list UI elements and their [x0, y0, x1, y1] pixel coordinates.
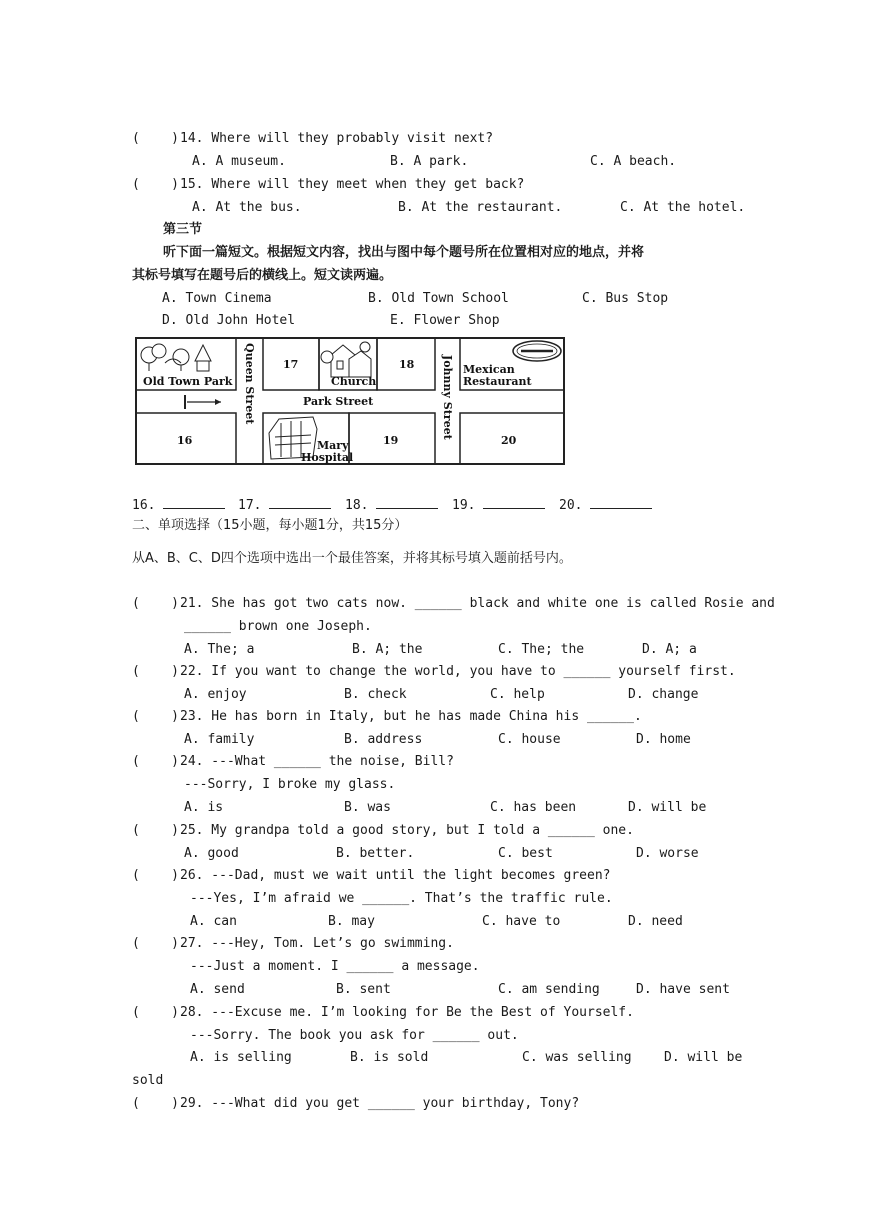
option-c: C. house	[498, 732, 561, 747]
blank-line[interactable]	[376, 496, 438, 509]
park-street-label: Park Street	[303, 395, 374, 408]
option-c: C. At the hotel.	[620, 200, 746, 215]
blank-line[interactable]	[163, 496, 225, 509]
place-option: C. Bus Stop	[582, 291, 669, 306]
option-d-wrap: sold	[132, 1073, 164, 1088]
blank-number: 18.	[345, 498, 369, 513]
option-b: B. may	[328, 914, 375, 929]
question-21-line1: 21. She has got two cats now. ______ black and white one is called Rosie and	[180, 596, 775, 611]
option-d: D. will be	[664, 1050, 743, 1065]
option-d: D. A; a	[642, 642, 697, 657]
option-d: D. home	[636, 732, 691, 747]
place-option: A. Town Cinema	[162, 291, 272, 306]
answer-blank-19[interactable]	[452, 496, 545, 514]
mary-label: Mary	[317, 439, 349, 452]
answer-paren: ( )	[132, 754, 179, 769]
old-town-park-label: Old Town Park	[143, 375, 233, 388]
place-option: B. Old Town School	[368, 291, 509, 306]
section-instruction-line2: 其标号填写在题号后的横线上。短文读两遍。	[132, 268, 393, 283]
option-a: A. can	[190, 914, 237, 929]
option-b: B. better.	[336, 846, 415, 861]
queen-street-label: Queen Street	[243, 343, 256, 425]
question-number: 14.	[180, 131, 204, 146]
map-number-20: 20	[501, 434, 517, 447]
question-22-line1: 22. If you want to change the world, you have to ______ yourself first.	[180, 664, 736, 679]
option-a: A. At the bus.	[192, 200, 302, 215]
blank-line[interactable]	[483, 496, 545, 509]
part-title: 二、单项选择（15小题，每小题1分，共15分）	[132, 518, 408, 533]
section-instruction-line1: 听下面一篇短文。根据短文内容，找出与图中每个题号所在位置相对应的地点，并将	[163, 245, 645, 260]
section-title: 第三节	[163, 222, 203, 237]
hospital-label: Hospital	[301, 451, 354, 464]
church-label: Church	[331, 375, 377, 388]
answer-paren: ( )	[132, 868, 179, 883]
question-stem: Where will they meet when they get back?	[211, 177, 525, 192]
option-d: D. will be	[628, 800, 707, 815]
blank-line[interactable]	[269, 496, 331, 509]
map-number-17: 17	[283, 358, 299, 371]
question-26-line2: ---Yes, I’m afraid we ______. That’s the traffic rule.	[190, 891, 613, 906]
option-b: B. was	[344, 800, 391, 815]
option-a: A. send	[190, 982, 245, 997]
restaurant-label: Restaurant	[463, 375, 532, 388]
option-a: A. family	[184, 732, 255, 747]
answer-paren: ( )	[132, 823, 179, 838]
answer-paren: ( )	[132, 709, 179, 724]
option-b: B. is sold	[350, 1050, 429, 1065]
option-c: C. was selling	[522, 1050, 632, 1065]
map-number-18: 18	[399, 358, 415, 371]
question-25-line1: 25. My grandpa told a good story, but I told a ______ one.	[180, 823, 634, 838]
blank-number: 16.	[132, 498, 156, 513]
option-b: B. address	[344, 732, 423, 747]
answer-blank-18[interactable]	[345, 496, 438, 514]
option-a: A. A museum.	[192, 154, 286, 169]
question-23-line1: 23. He has born in Italy, but he has made China his ______.	[180, 709, 642, 724]
place-option: E. Flower Shop	[390, 313, 500, 328]
option-c: C. am sending	[498, 982, 600, 997]
option-c: C. have to	[482, 914, 561, 929]
answer-blank-17[interactable]	[238, 496, 331, 514]
option-b: B. sent	[336, 982, 391, 997]
question-15-text	[180, 177, 524, 193]
option-b: B. A; the	[352, 642, 423, 657]
part-instruction: 从A、B、C、D四个选项中选出一个最佳答案，并将其标号填入题前括号内。	[132, 551, 572, 566]
option-d: D. have sent	[636, 982, 730, 997]
option-a: A. enjoy	[184, 687, 247, 702]
answer-paren: ( )	[132, 596, 179, 611]
answer-paren: ( )	[132, 131, 179, 146]
answer-paren: ( )	[132, 1096, 179, 1111]
option-c: C. The; the	[498, 642, 585, 657]
option-a: A. is selling	[190, 1050, 292, 1065]
johnny-street-label: Johnny Street	[441, 355, 454, 440]
option-d: D. change	[628, 687, 699, 702]
map-number-19: 19	[383, 434, 399, 447]
option-b: B. A park.	[390, 154, 469, 169]
question-27-line2: ---Just a moment. I ______ a message.	[190, 959, 480, 974]
question-27-line1: 27. ---Hey, Tom. Let’s go swimming.	[180, 936, 454, 951]
option-d: D. need	[628, 914, 683, 929]
question-stem: Where will they probably visit next?	[211, 131, 494, 146]
place-option: D. Old John Hotel	[162, 313, 296, 328]
blank-number: 19.	[452, 498, 476, 513]
question-14-text	[180, 131, 493, 147]
question-28-line1: 28. ---Excuse me. I’m looking for Be the Best of Yourself.	[180, 1005, 634, 1020]
option-a: A. good	[184, 846, 239, 861]
question-28-line2: ---Sorry. The book you ask for ______ out.	[190, 1028, 519, 1043]
question-24-line2: ---Sorry, I broke my glass.	[184, 777, 396, 792]
answer-paren: ( )	[132, 1005, 179, 1020]
option-b: B. At the restaurant.	[398, 200, 563, 215]
option-c: C. A beach.	[590, 154, 677, 169]
question-29-line1: 29. ---What did you get ______ your birthday, Tony?	[180, 1096, 580, 1111]
answer-paren: ( )	[132, 177, 179, 192]
option-a: A. is	[184, 800, 224, 815]
question-21-line2: ______ brown one Joseph.	[184, 619, 372, 634]
option-d: D. worse	[636, 846, 699, 861]
blank-number: 17.	[238, 498, 262, 513]
option-b: B. check	[344, 687, 407, 702]
map-number-16: 16	[177, 434, 193, 447]
option-a: A. The; a	[184, 642, 255, 657]
answer-paren: ( )	[132, 664, 179, 679]
question-26-line1: 26. ---Dad, must we wait until the light becomes green?	[180, 868, 611, 883]
answer-blank-16[interactable]	[132, 496, 225, 514]
answer-paren: ( )	[132, 936, 179, 951]
option-c: C. help	[490, 687, 545, 702]
question-24-line1: 24. ---What ______ the noise, Bill?	[180, 754, 454, 769]
mexican-label: Mexican	[463, 363, 515, 376]
blank-number: 20.	[559, 498, 583, 513]
question-number: 15.	[180, 177, 204, 192]
street-map	[135, 337, 565, 465]
answer-blank-20[interactable]	[559, 496, 652, 514]
blank-line[interactable]	[590, 496, 652, 509]
option-c: C. has been	[490, 800, 577, 815]
option-c: C. best	[498, 846, 553, 861]
